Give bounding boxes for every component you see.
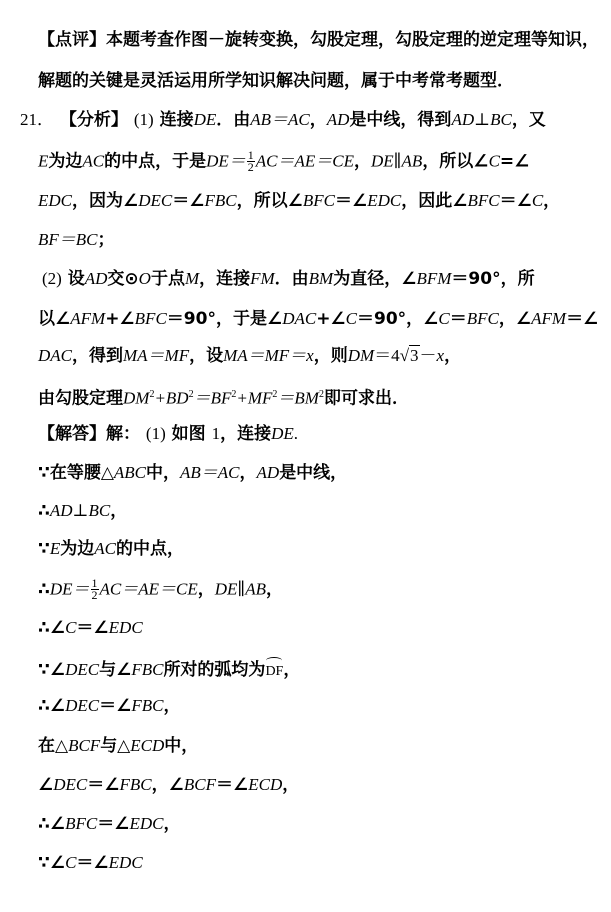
math-expr: C: [488, 151, 500, 171]
math-expr: AC: [82, 151, 105, 171]
text: ，: [163, 814, 181, 834]
math-expr: DE＝: [49, 579, 90, 599]
math-expr: C: [531, 191, 544, 210]
solution-step-11: [38, 852, 143, 874]
text: ，: [444, 346, 462, 366]
text: ∵∠: [38, 853, 66, 873]
math-expr: BCF: [183, 775, 216, 794]
analysis-line-3: [38, 190, 560, 212]
analysis-label: 【分析】: [59, 110, 128, 130]
math-expr: x: [436, 346, 445, 365]
fraction-half: [247, 150, 255, 173]
text: ；: [97, 230, 115, 250]
math-expr: BFC: [134, 309, 167, 328]
math-expr: DE∥AB: [214, 579, 267, 599]
math-expr: AB＝AC: [180, 463, 240, 482]
math-expr: FBC: [204, 191, 237, 210]
fraction-half: [91, 578, 99, 601]
text: 交⊙: [107, 269, 139, 289]
analysis-line-2: [38, 150, 529, 173]
comment-text-1: 【点评】本题考查作图－旋转变换，勾股定理，勾股定理的逆定理等知识，: [38, 30, 599, 50]
text: ＝∠: [499, 191, 532, 211]
arc-df: [265, 657, 283, 683]
superscript: 2: [188, 389, 194, 400]
superscript: 2: [231, 389, 237, 400]
math-expr: EDC: [367, 191, 402, 210]
math-expr: MA＝MF: [123, 346, 190, 365]
math-expr: AD⊥BC: [49, 501, 111, 520]
text: ，连接: [220, 424, 272, 444]
text: 如图: [171, 424, 206, 444]
math-expr: DEC: [53, 775, 88, 794]
text: ＝4: [374, 346, 400, 365]
text: ∴: [38, 579, 50, 600]
text: 即可求出．: [323, 388, 409, 409]
math-expr: DAC: [38, 346, 72, 365]
math-expr: C: [438, 309, 450, 328]
math-expr: AFM: [70, 309, 106, 328]
text: ＝: [449, 309, 467, 329]
math-expr: C: [345, 309, 358, 328]
math-expr: AC: [94, 539, 116, 558]
text: ∴∠: [38, 814, 66, 834]
text: ，所以∠: [236, 191, 303, 211]
math-expr: ＝BM: [277, 388, 319, 408]
math-expr: FM: [250, 269, 275, 288]
text: ＝∠: [334, 191, 368, 211]
text: 中，: [146, 463, 181, 483]
text: ∵∠: [38, 660, 66, 680]
analysis-line-7: [38, 345, 461, 367]
math-expr: BFC: [467, 191, 500, 210]
math-expr: DE∥AB: [371, 151, 423, 171]
text: ，设: [189, 346, 224, 366]
text: 所对的弧均为: [163, 660, 266, 680]
solution-label: 【解答】解：: [38, 424, 140, 444]
text: ，: [197, 579, 215, 600]
math-expr: ECD: [248, 775, 283, 794]
math-expr: O: [138, 269, 151, 288]
math-expr: DEC: [65, 696, 100, 715]
text: ＝∠: [87, 775, 120, 795]
math-expr: DEC: [65, 660, 100, 679]
text: ∴∠: [38, 696, 66, 716]
math-expr: MA＝MF＝x: [223, 346, 314, 365]
analysis-line-8: [38, 384, 409, 410]
solution-step-4: [38, 578, 283, 601]
math-expr: DM: [123, 388, 150, 408]
math-expr: BFC: [466, 309, 499, 328]
solution-step-7: [38, 695, 180, 717]
analysis-line-1: [20, 109, 546, 131]
text: ，又: [511, 110, 546, 130]
text: +∠: [105, 309, 135, 329]
math-expr: ＝BF: [193, 388, 232, 408]
analysis-line-4: [38, 229, 115, 251]
math-expr: BFC: [65, 814, 98, 833]
part-number: (1): [145, 424, 166, 443]
text: 在△: [38, 736, 69, 756]
math-expr: BCF: [68, 736, 101, 755]
text: 由勾股定理: [38, 388, 123, 409]
text: ＝∠: [566, 309, 599, 329]
math-expr: ABC: [113, 463, 147, 482]
math-expr: EDC: [129, 814, 164, 833]
math-expr: BFC: [302, 191, 335, 210]
text: ，则: [313, 346, 348, 366]
text: 连接: [159, 110, 194, 130]
text: ，: [266, 579, 284, 600]
text: ∠: [38, 775, 54, 795]
math-expr: DAC: [282, 309, 317, 328]
math-expr: AC＝AE＝CE: [99, 579, 198, 599]
solution-step-2: [38, 500, 127, 522]
math-expr: AC＝AE＝CE: [255, 151, 355, 171]
text: ，: [282, 775, 300, 795]
text: ，: [163, 696, 181, 716]
math-expr: DM: [347, 346, 375, 365]
text: ＝90°，所: [451, 269, 535, 289]
figure-number: 1: [211, 424, 221, 443]
math-expr: FBC: [131, 660, 164, 679]
text: ＝∠: [172, 191, 205, 211]
text: ＝∠: [215, 775, 249, 795]
arc-label: DF: [265, 664, 284, 679]
text: 以∠: [38, 309, 71, 329]
text: ＝90°，∠: [357, 309, 439, 329]
comment-line-2: [38, 70, 514, 92]
analysis-line-5: [42, 268, 535, 290]
text: ，∠: [151, 775, 184, 795]
math-expr: E: [38, 151, 49, 171]
text: ，得到: [72, 346, 123, 366]
comment-text-2: 解题的关键是灵活运用所学知识解决问题，属于中考常考题型．: [38, 71, 514, 91]
text: ∴: [38, 501, 50, 521]
solution-step-10: [38, 813, 180, 835]
math-expr: +BD: [154, 388, 189, 408]
math-expr: EDC: [38, 191, 72, 210]
math-expr: M: [184, 269, 200, 288]
math-expr: FBC: [131, 696, 164, 715]
math-expr: DE: [193, 110, 217, 129]
solution-step-9: [38, 774, 299, 796]
part-number: (2): [42, 269, 62, 288]
math-expr: E: [49, 539, 61, 558]
text: ．由: [274, 269, 309, 289]
text: 是中线，得到: [349, 110, 452, 130]
sqrt-3: √3: [399, 346, 419, 365]
denominator: 2: [91, 588, 98, 602]
problem-number: 21．: [20, 110, 54, 129]
text: ＝∠: [76, 618, 109, 638]
math-expr: BF＝BC: [38, 230, 98, 249]
math-expr: C: [65, 853, 77, 872]
text: 与△: [100, 736, 131, 756]
solution-step-8: [38, 735, 198, 757]
text: ，: [354, 151, 372, 172]
text: ∵在等腰△: [38, 463, 114, 483]
math-expr: BM: [308, 269, 334, 288]
solution-step-5: [38, 617, 143, 639]
math-expr: AD: [84, 269, 108, 288]
denominator: 2: [247, 160, 254, 174]
text: ∵: [38, 539, 50, 559]
text: 于点: [150, 269, 185, 289]
math-expr: AD⊥BC: [451, 110, 512, 129]
math-expr: BFM: [416, 269, 452, 288]
text: ＝90°，于是∠: [166, 309, 283, 329]
text: ＝∠: [97, 814, 130, 834]
text: ，所以∠: [422, 151, 489, 172]
math-expr: C: [65, 618, 77, 637]
math-expr: EDC: [108, 853, 143, 872]
math-expr: +MF: [236, 388, 273, 408]
text: 中，: [164, 736, 199, 756]
text: ，因为∠: [72, 191, 139, 211]
text: －: [419, 346, 437, 365]
text: ，: [110, 501, 128, 521]
text: ∴∠: [38, 618, 66, 638]
math-expr: AD: [326, 110, 350, 129]
numerator: 1: [91, 576, 98, 590]
math-expr: AFM: [531, 309, 567, 328]
text: 设: [67, 269, 85, 289]
math-expr: DE: [271, 424, 294, 443]
math-expr: AD: [256, 463, 280, 482]
math-expr: AB＝AC: [250, 110, 310, 129]
math-expr: DE＝: [206, 151, 246, 171]
text: ＝∠: [99, 696, 132, 716]
math-expr: EDC: [108, 618, 143, 637]
text: ，: [283, 660, 301, 680]
text: ，∠: [498, 309, 532, 329]
text: 的中点，: [115, 539, 184, 559]
text: ．由: [216, 110, 251, 130]
text: ，: [309, 110, 327, 130]
numerator: 1: [247, 148, 254, 162]
solution-step-6: [38, 657, 300, 683]
solution-line-1: 【解答】解： (1) 如图 1，连接DE.: [38, 424, 299, 444]
math-expr: ECD: [130, 736, 165, 755]
part-number: (1): [133, 110, 154, 129]
solution-step-1: [38, 462, 347, 484]
text: ，: [239, 463, 257, 483]
text: 为直径，∠: [333, 269, 417, 289]
math-expr: FBC: [119, 775, 152, 794]
text: +∠: [316, 309, 346, 329]
text: ，因此∠: [401, 191, 468, 211]
text: ，连接: [199, 269, 251, 289]
superscript: 2: [272, 389, 278, 400]
solution-step-3: [38, 538, 184, 560]
analysis-line-6: [38, 308, 598, 330]
superscript: 2: [149, 389, 155, 400]
text: =∠: [499, 151, 530, 172]
math-expr: DEC: [138, 191, 173, 210]
text: 是中线，: [279, 463, 348, 483]
radicand: 3: [410, 346, 419, 365]
text: 为边: [60, 539, 95, 559]
text: ＝∠: [76, 853, 109, 873]
superscript: 2: [318, 389, 324, 400]
text: 与∠: [99, 660, 132, 680]
text: 的中点，于是: [104, 151, 207, 172]
text: 为边: [48, 151, 83, 172]
text: ，: [543, 191, 561, 211]
comment-line-1: [38, 29, 599, 51]
